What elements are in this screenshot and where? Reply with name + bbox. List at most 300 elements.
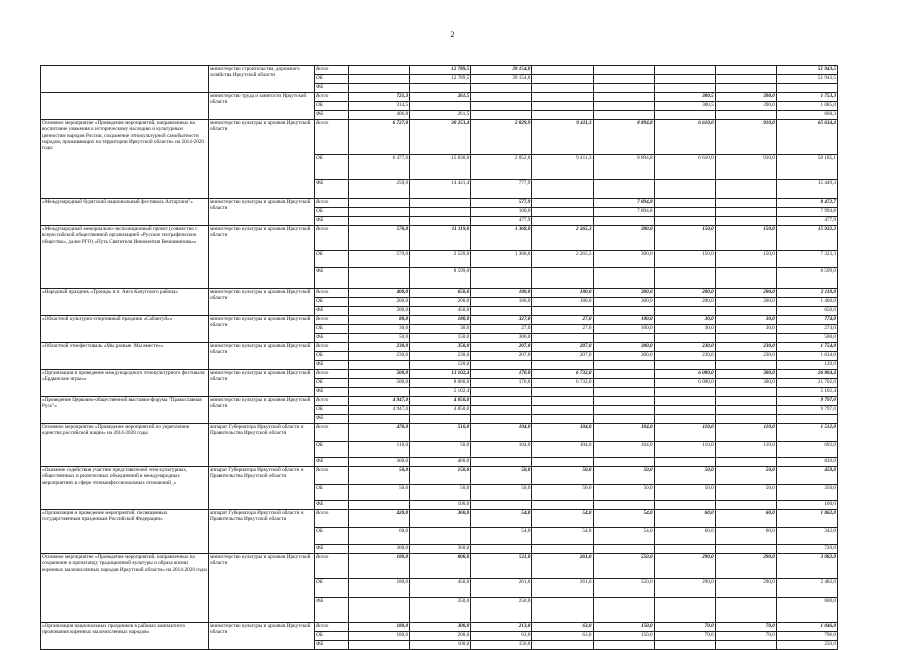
amount-cell: 290,0 <box>715 554 776 579</box>
amount-cell: 100,0 <box>593 325 654 334</box>
total-amount-cell: 2 482,0 <box>776 579 837 598</box>
amount-cell <box>593 361 654 370</box>
amount-cell <box>593 406 654 415</box>
table-row <box>41 467 838 485</box>
executor-cell: министерство культуры и архивов Иркутской области <box>209 397 315 424</box>
budget-table <box>40 65 838 650</box>
amount-cell <box>349 641 410 650</box>
amount-cell: 290,0 <box>654 554 715 579</box>
amount-cell: 110,0 <box>349 442 410 458</box>
amount-cell: 380,5 <box>654 93 715 102</box>
activity-name-cell <box>41 93 209 120</box>
amount-cell: 910,0 <box>715 155 776 180</box>
amount-cell: 200,0 <box>654 298 715 307</box>
amount-cell <box>715 501 776 510</box>
executor-cell: министерство строительства, дорожного хозяйства Иркутской области <box>209 66 315 93</box>
amount-cell: 104,0 <box>471 424 532 442</box>
amount-cell <box>532 388 593 397</box>
amount-cell: 50,0 <box>349 467 410 485</box>
total-amount-cell: 5 102,4 <box>776 388 837 397</box>
amount-cell: 50,0 <box>471 467 532 485</box>
funding-source-cell: ОБ <box>315 102 349 111</box>
amount-cell: 380,5 <box>654 102 715 111</box>
amount-cell <box>715 598 776 623</box>
amount-cell: 360,0 <box>349 458 410 467</box>
amount-cell: 150,0 <box>410 467 471 485</box>
table-row <box>41 370 838 379</box>
funding-source-cell: Всего <box>315 554 349 579</box>
amount-cell: 39 154,0 <box>471 75 532 84</box>
total-amount-cell: 820,0 <box>776 458 837 467</box>
amount-cell <box>715 268 776 289</box>
amount-cell <box>593 180 654 199</box>
amount-cell <box>349 268 410 289</box>
amount-cell <box>654 388 715 397</box>
activity-name-cell: «Организация и проведение международного этнокультурного фестиваля «Ердынские игры»» <box>41 370 209 397</box>
amount-cell <box>715 75 776 84</box>
activity-name-cell: «Оказание содействия участию представителей этно-культурных, общественных и религиозных объединений в международных мероприятиях в сфере этноконфессиональных отношений_» <box>41 467 209 510</box>
amount-cell: 477,9 <box>471 217 532 226</box>
funding-source-cell: ОБ <box>315 298 349 307</box>
funding-source-cell: Всего <box>315 397 349 406</box>
amount-cell <box>532 102 593 111</box>
amount-cell: 390,0 <box>715 93 776 102</box>
amount-cell: 9 411,3 <box>532 120 593 155</box>
amount-cell <box>410 217 471 226</box>
total-amount-cell: 774,0 <box>776 316 837 325</box>
table-row <box>41 343 838 352</box>
amount-cell <box>532 641 593 650</box>
amount-cell <box>593 66 654 75</box>
amount-cell: 261,0 <box>532 579 593 598</box>
amount-cell: 800,0 <box>410 554 471 579</box>
amount-cell: 460,0 <box>410 458 471 467</box>
amount-cell: 2 265,3 <box>532 226 593 251</box>
total-amount-cell: 21 702,0 <box>776 379 837 388</box>
page-number: 2 <box>450 30 455 39</box>
funding-source-cell: ФБ <box>315 84 349 93</box>
total-amount-cell: 7 323,3 <box>776 251 837 268</box>
amount-cell: 104,0 <box>532 424 593 442</box>
amount-cell: 54,0 <box>532 510 593 528</box>
amount-cell: 63,0 <box>471 632 532 641</box>
amount-cell <box>715 208 776 217</box>
amount-cell: 2 052,0 <box>471 155 532 180</box>
amount-cell <box>593 415 654 424</box>
amount-cell: 910,0 <box>715 120 776 155</box>
amount-cell: 7 894,8 <box>593 199 654 208</box>
amount-cell <box>532 361 593 370</box>
amount-cell <box>654 458 715 467</box>
amount-cell <box>715 458 776 467</box>
amount-cell: 70,0 <box>654 623 715 632</box>
amount-cell: 570,0 <box>349 251 410 268</box>
amount-cell: 150,0 <box>410 334 471 343</box>
amount-cell <box>532 180 593 199</box>
total-amount-cell: 1 460,0 <box>776 298 837 307</box>
amount-cell: 50,0 <box>349 485 410 501</box>
amount-cell: 70,0 <box>654 632 715 641</box>
amount-cell: 6 610,0 <box>654 120 715 155</box>
amount-cell: 577,9 <box>471 199 532 208</box>
amount-cell <box>715 641 776 650</box>
amount-cell: 6 000,0 <box>654 370 715 379</box>
amount-cell <box>593 111 654 120</box>
total-amount-cell: 2 110,0 <box>776 289 837 298</box>
amount-cell <box>471 93 532 102</box>
total-amount-cell: 668,3 <box>776 111 837 120</box>
amount-cell: 170,0 <box>471 370 532 379</box>
amount-cell: 30,0 <box>654 316 715 325</box>
amount-cell: 6 000,0 <box>654 379 715 388</box>
amount-cell: 180,0 <box>349 554 410 579</box>
activity-name-cell: «Народный праздник «Троица» в п. Анга Качугского района» <box>41 289 209 316</box>
table-row <box>41 289 838 298</box>
amount-cell: 300,0 <box>593 352 654 361</box>
amount-cell <box>593 545 654 554</box>
amount-cell: 4 947,0 <box>349 397 410 406</box>
amount-cell: 12 789,5 <box>410 66 471 75</box>
amount-cell <box>654 180 715 199</box>
amount-cell: 60,0 <box>715 510 776 528</box>
executor-cell: министерство культуры и архивов Иркутской области <box>209 120 315 199</box>
amount-cell <box>471 307 532 316</box>
amount-cell: 100,0 <box>471 208 532 217</box>
amount-cell: 207,0 <box>471 352 532 361</box>
amount-cell <box>715 397 776 406</box>
executor-cell: министерство культуры и архивов Иркутской области <box>209 289 315 316</box>
amount-cell <box>654 66 715 75</box>
amount-cell: 150,0 <box>471 641 532 650</box>
total-amount-cell: 1 062,0 <box>776 510 837 528</box>
amount-cell: 8 599,0 <box>410 268 471 289</box>
funding-source-cell: Всего <box>315 623 349 632</box>
total-amount-cell: 50 185,1 <box>776 155 837 180</box>
amount-cell: 230,0 <box>715 343 776 352</box>
amount-cell: 200,0 <box>715 289 776 298</box>
amount-cell <box>654 501 715 510</box>
activity-name-cell: «Проведение Церковно-общественной выставки-форума "Православная Русь"» <box>41 397 209 424</box>
amount-cell: 150,0 <box>654 226 715 251</box>
amount-cell <box>532 199 593 208</box>
executor-cell: аппарат Губернатора Иркутской области и Правительства Иркутской области <box>209 510 315 554</box>
amount-cell <box>532 545 593 554</box>
amount-cell <box>349 598 410 623</box>
amount-cell <box>715 388 776 397</box>
funding-source-cell: ФБ <box>315 545 349 554</box>
amount-cell: 213,0 <box>471 623 532 632</box>
amount-cell <box>654 217 715 226</box>
amount-cell <box>715 545 776 554</box>
amount-cell: 180,0 <box>349 623 410 632</box>
amount-cell: 60,0 <box>349 528 410 545</box>
activity-name-cell <box>41 66 209 93</box>
funding-source-cell: ФБ <box>315 334 349 343</box>
table-row <box>41 316 838 325</box>
total-amount-cell: 1 046,0 <box>776 623 837 632</box>
activity-name-cell: «Международный бурятский национальный фестиваль Алтаргана"» <box>41 199 209 226</box>
amount-cell <box>593 397 654 406</box>
amount-cell <box>593 93 654 102</box>
amount-cell: 30,0 <box>349 325 410 334</box>
amount-cell <box>654 545 715 554</box>
amount-cell: 30,0 <box>654 325 715 334</box>
total-amount-cell: 65 634,4 <box>776 120 837 155</box>
amount-cell: 6 727,0 <box>349 120 410 155</box>
amount-cell: 207,0 <box>471 343 532 352</box>
amount-cell: 250,0 <box>349 180 410 199</box>
amount-cell <box>654 84 715 93</box>
executor-cell: министерство культуры и архивов Иркутской области <box>209 343 315 370</box>
amount-cell: 50,0 <box>654 467 715 485</box>
activity-name-cell: Основное мероприятие «Проведение мероприятий, направленных на воспитание уважения к историческому наследию и культурным ценностям народов России, сохранение этнокультурной самобытности народов, проживающих на территории Иркутской области» на 2014-2020 годы <box>41 120 209 199</box>
amount-cell <box>532 111 593 120</box>
amount-cell: 300,0 <box>471 334 532 343</box>
total-amount-cell: 274,0 <box>776 325 837 334</box>
total-amount-cell: 650,0 <box>776 307 837 316</box>
amount-cell: 570,0 <box>349 226 410 251</box>
funding-source-cell: ФБ <box>315 598 349 623</box>
amount-cell: 300,0 <box>593 298 654 307</box>
amount-cell: 230,0 <box>715 352 776 361</box>
total-amount-cell: 15 449,3 <box>776 180 837 199</box>
amount-cell <box>410 208 471 217</box>
amount-cell: 100,0 <box>593 316 654 325</box>
amount-cell <box>471 397 532 406</box>
amount-cell: 60,0 <box>654 528 715 545</box>
total-amount-cell: 3 082,0 <box>776 554 837 579</box>
amount-cell <box>349 75 410 84</box>
amount-cell: 6 477,0 <box>349 155 410 180</box>
amount-cell <box>593 217 654 226</box>
amount-cell: 1 368,0 <box>471 251 532 268</box>
amount-cell <box>410 102 471 111</box>
total-amount-cell: 26 804,4 <box>776 370 837 379</box>
amount-cell: 550,0 <box>593 554 654 579</box>
amount-cell <box>654 397 715 406</box>
amount-cell: 50,0 <box>715 485 776 501</box>
amount-cell: 500,0 <box>349 370 410 379</box>
amount-cell: 511,0 <box>471 554 532 579</box>
executor-cell: аппарат Губернатора Иркутской области и Правительства Иркутской области <box>209 424 315 467</box>
amount-cell <box>471 501 532 510</box>
amount-cell <box>654 361 715 370</box>
amount-cell <box>715 217 776 226</box>
table-row <box>41 93 838 102</box>
amount-cell: 104,0 <box>593 442 654 458</box>
amount-cell <box>593 84 654 93</box>
amount-cell: 207,0 <box>532 343 593 352</box>
amount-cell <box>532 598 593 623</box>
amount-cell: 30,0 <box>410 325 471 334</box>
amount-cell: 63,0 <box>532 623 593 632</box>
amount-cell <box>593 334 654 343</box>
amount-cell <box>532 458 593 467</box>
amount-cell <box>593 268 654 289</box>
total-amount-cell: 9 797,0 <box>776 397 837 406</box>
amount-cell: 110,0 <box>715 424 776 442</box>
funding-source-cell: ФБ <box>315 388 349 397</box>
amount-cell: 70,0 <box>715 623 776 632</box>
funding-source-cell: ФБ <box>315 217 349 226</box>
amount-cell <box>654 75 715 84</box>
amount-cell: 50,0 <box>410 442 471 458</box>
amount-cell <box>532 268 593 289</box>
amount-cell: 314,5 <box>349 102 410 111</box>
amount-cell: 250,0 <box>471 598 532 623</box>
amount-cell: 54,0 <box>471 528 532 545</box>
amount-cell: 15 830,0 <box>410 155 471 180</box>
amount-cell: 350,0 <box>410 343 471 352</box>
amount-cell: 261,5 <box>410 93 471 102</box>
executor-cell: министерство культуры и архивов Иркутской области <box>209 316 315 343</box>
amount-cell: 5 102,4 <box>410 388 471 397</box>
funding-source-cell: Всего <box>315 226 349 251</box>
amount-cell: 300,0 <box>593 343 654 352</box>
funding-source-cell: Всего <box>315 120 349 155</box>
amount-cell <box>654 334 715 343</box>
funding-source-cell: Всего <box>315 424 349 442</box>
amount-cell: 54,0 <box>471 510 532 528</box>
amount-cell <box>593 102 654 111</box>
amount-cell: 2 520,0 <box>410 251 471 268</box>
amount-cell: 180,0 <box>532 298 593 307</box>
amount-cell: 180,0 <box>471 289 532 298</box>
amount-cell: 230,0 <box>654 343 715 352</box>
funding-source-cell: Всего <box>315 510 349 528</box>
amount-cell: 360,0 <box>410 545 471 554</box>
executor-cell: министерство культуры и архивов Иркутской области <box>209 199 315 226</box>
amount-cell: 50,0 <box>593 485 654 501</box>
funding-source-cell: ФБ <box>315 361 349 370</box>
funding-source-cell: Всего <box>315 93 349 102</box>
amount-cell <box>349 501 410 510</box>
amount-cell: 300,0 <box>715 379 776 388</box>
amount-cell: 1 368,0 <box>471 226 532 251</box>
amount-cell <box>349 217 410 226</box>
amount-cell <box>349 388 410 397</box>
total-amount-cell: 250,0 <box>776 641 837 650</box>
activity-name-cell: Основное мероприятие «Проведение мероприятий по укреплению единства российской нации» на 2014-2020 годы <box>41 424 209 467</box>
amount-cell: 650,0 <box>410 289 471 298</box>
amount-cell: 200,0 <box>410 632 471 641</box>
funding-source-cell: ФБ <box>315 111 349 120</box>
amount-cell: 4 850,0 <box>410 397 471 406</box>
amount-cell: 180,0 <box>471 298 532 307</box>
amount-cell: 80,0 <box>349 316 410 325</box>
amount-cell <box>715 415 776 424</box>
amount-cell: 50,0 <box>593 467 654 485</box>
amount-cell: 50,0 <box>532 467 593 485</box>
amount-cell <box>349 84 410 93</box>
amount-cell: 290,0 <box>715 579 776 598</box>
amount-cell: 54,0 <box>532 528 593 545</box>
amount-cell <box>471 388 532 397</box>
amount-cell <box>349 361 410 370</box>
amount-cell <box>715 199 776 208</box>
total-amount-cell: 51 943,5 <box>776 66 837 75</box>
funding-source-cell: Всего <box>315 199 349 208</box>
amount-cell: 70,0 <box>715 632 776 641</box>
table-row <box>41 66 838 75</box>
amount-cell: 8 894,8 <box>593 120 654 155</box>
amount-cell: 30,0 <box>715 325 776 334</box>
amount-cell <box>654 268 715 289</box>
amount-cell <box>471 102 532 111</box>
amount-cell: 13 102,4 <box>410 370 471 379</box>
amount-cell <box>715 66 776 75</box>
amount-cell <box>532 66 593 75</box>
amount-cell: 27,0 <box>532 325 593 334</box>
amount-cell: 54,0 <box>593 510 654 528</box>
amount-cell: 420,0 <box>349 510 410 528</box>
amount-cell: 290,0 <box>654 579 715 598</box>
amount-cell <box>349 208 410 217</box>
amount-cell <box>715 111 776 120</box>
amount-cell: 50,0 <box>349 334 410 343</box>
funding-source-cell: ОБ <box>315 485 349 501</box>
amount-cell: 261,5 <box>410 111 471 120</box>
activity-name-cell: «Организация и проведение мероприятий, посвященных государственным праздникам Российской Федерации» <box>41 510 209 554</box>
total-amount-cell: 100,0 <box>776 501 837 510</box>
amount-cell: 777,9 <box>471 180 532 199</box>
amount-cell <box>532 84 593 93</box>
amount-cell <box>593 75 654 84</box>
amount-cell: 150,0 <box>593 632 654 641</box>
amount-cell <box>532 208 593 217</box>
amount-cell <box>532 415 593 424</box>
activity-name-cell: «Областной этнофестиваль «Мы разные. Мы вместе»» <box>41 343 209 370</box>
amount-cell: 180,0 <box>349 579 410 598</box>
amount-cell <box>715 84 776 93</box>
executor-cell: министерство культуры и архивов Иркутской области <box>209 554 315 623</box>
amount-cell: 327,0 <box>471 316 532 325</box>
amount-cell <box>654 111 715 120</box>
funding-source-cell: Всего <box>315 370 349 379</box>
amount-cell: 300,0 <box>410 623 471 632</box>
total-amount-cell: 720,0 <box>776 545 837 554</box>
amount-cell <box>471 361 532 370</box>
amount-cell <box>471 415 532 424</box>
amount-cell: 150,0 <box>654 251 715 268</box>
funding-source-cell: ОБ <box>315 75 349 84</box>
amount-cell: 104,0 <box>471 442 532 458</box>
total-amount-cell: 15 922,3 <box>776 226 837 251</box>
total-amount-cell: 1 512,0 <box>776 424 837 442</box>
amount-cell: 150,0 <box>715 226 776 251</box>
amount-cell <box>715 334 776 343</box>
amount-cell <box>654 406 715 415</box>
amount-cell: 200,0 <box>410 298 471 307</box>
amount-cell: 8 000,0 <box>410 379 471 388</box>
amount-cell <box>410 84 471 93</box>
table-row <box>41 554 838 579</box>
amount-cell: 450,0 <box>410 307 471 316</box>
amount-cell: 200,0 <box>349 298 410 307</box>
amount-cell: 150,0 <box>715 251 776 268</box>
amount-cell: 261,0 <box>471 579 532 598</box>
amount-cell <box>593 641 654 650</box>
funding-source-cell: ОБ <box>315 352 349 361</box>
amount-cell: 120,0 <box>410 361 471 370</box>
amount-cell: 100,0 <box>410 641 471 650</box>
amount-cell: 6 732,0 <box>532 370 593 379</box>
amount-cell: 230,0 <box>349 343 410 352</box>
amount-cell: 30,0 <box>715 316 776 325</box>
amount-cell <box>654 598 715 623</box>
funding-source-cell: Всего <box>315 316 349 325</box>
funding-source-cell: ФБ <box>315 307 349 316</box>
